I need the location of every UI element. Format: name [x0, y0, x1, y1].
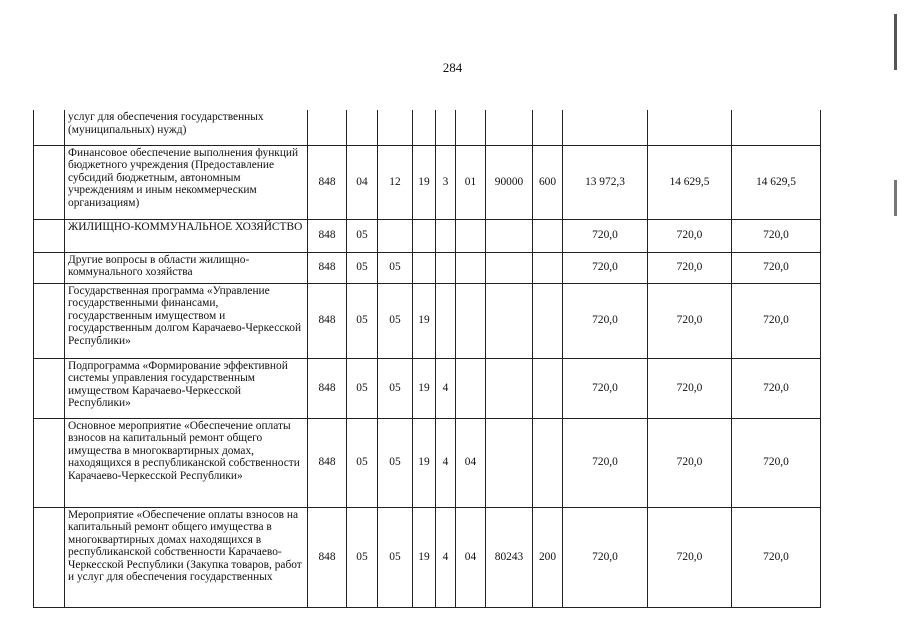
main-activity-code-cell [456, 110, 486, 145]
amount-year-2-cell: 720,0 [648, 283, 732, 358]
index-cell [34, 507, 65, 607]
direction-code-cell [486, 219, 533, 252]
expense-type-code-cell [533, 252, 563, 283]
program-code-cell [413, 219, 436, 252]
amount-year-2-cell: 720,0 [648, 219, 732, 252]
subsection-code-cell: 05 [378, 283, 413, 358]
section-code-cell: 05 [347, 283, 378, 358]
subsection-code-cell: 05 [378, 358, 413, 418]
section-code-cell: 04 [347, 145, 378, 219]
index-cell [34, 145, 65, 219]
subprogram-code-cell [436, 219, 456, 252]
item-name-cell: услуг для обеспечения государственных (муниципальных) нужд) [65, 110, 308, 145]
program-code-cell [413, 252, 436, 283]
index-cell [34, 110, 65, 145]
subprogram-code-cell: 3 [436, 145, 456, 219]
index-cell [34, 283, 65, 358]
direction-code-cell [486, 418, 533, 507]
subprogram-code-cell [436, 110, 456, 145]
index-cell [34, 358, 65, 418]
amount-year-1-cell: 720,0 [563, 219, 648, 252]
section-code-cell: 05 [347, 358, 378, 418]
amount-year-3-cell: 720,0 [732, 507, 821, 607]
amount-year-3-cell [732, 110, 821, 145]
subsection-code-cell: 12 [378, 145, 413, 219]
amount-year-2-cell: 720,0 [648, 507, 732, 607]
department-code-cell: 848 [308, 418, 347, 507]
department-code-cell [308, 110, 347, 145]
department-code-cell: 848 [308, 507, 347, 607]
subprogram-code-cell [436, 283, 456, 358]
page-number: 284 [442, 60, 463, 75]
item-name-cell: Мероприятие «Обеспечение оплаты взносов на капитальный ремонт общего имущества в многоквартирных домах находящихся в республиканской собственности Карачаево-Черкесской Республики (Закупка товаров, работ и услуг для обеспечения государственных [65, 507, 308, 607]
table-row [34, 110, 821, 145]
item-name-cell: Другие вопросы в области жилищно-коммунального хозяйства [65, 252, 308, 283]
table-row [34, 219, 821, 252]
subsection-code-cell [378, 219, 413, 252]
table-row [34, 507, 821, 607]
amount-year-2-cell [648, 110, 732, 145]
amount-year-1-cell: 720,0 [563, 418, 648, 507]
amount-year-1-cell [563, 110, 648, 145]
section-code-cell: 05 [347, 252, 378, 283]
direction-code-cell [486, 110, 533, 145]
direction-code-cell: 90000 [486, 145, 533, 219]
expense-type-code-cell [533, 219, 563, 252]
main-activity-code-cell: 04 [456, 507, 486, 607]
amount-year-3-cell: 14 629,5 [732, 145, 821, 219]
table-row [34, 283, 821, 358]
department-code-cell: 848 [308, 283, 347, 358]
amount-year-1-cell: 13 972,3 [563, 145, 648, 219]
amount-year-3-cell: 720,0 [732, 358, 821, 418]
main-activity-code-cell [456, 252, 486, 283]
table-row [34, 418, 821, 507]
main-activity-code-cell [456, 283, 486, 358]
amount-year-2-cell: 720,0 [648, 418, 732, 507]
subsection-code-cell [378, 110, 413, 145]
amount-year-2-cell: 720,0 [648, 252, 732, 283]
table-row [34, 252, 821, 283]
main-activity-code-cell [456, 358, 486, 418]
index-cell [34, 219, 65, 252]
main-activity-code-cell [456, 219, 486, 252]
expense-type-code-cell [533, 283, 563, 358]
direction-code-cell: 80243 [486, 507, 533, 607]
amount-year-2-cell: 14 629,5 [648, 145, 732, 219]
direction-code-cell [486, 283, 533, 358]
expense-type-code-cell [533, 358, 563, 418]
department-code-cell: 848 [308, 145, 347, 219]
amount-year-1-cell: 720,0 [563, 283, 648, 358]
item-name-cell: ЖИЛИЩНО-КОММУНАЛЬНОЕ ХОЗЯЙСТВО [65, 219, 308, 252]
index-cell [34, 252, 65, 283]
main-activity-code-cell: 01 [456, 145, 486, 219]
expense-type-code-cell [533, 110, 563, 145]
expense-type-code-cell [533, 418, 563, 507]
section-code-cell: 05 [347, 507, 378, 607]
program-code-cell: 19 [413, 418, 436, 507]
section-code-cell: 05 [347, 219, 378, 252]
subsection-code-cell: 05 [378, 507, 413, 607]
program-code-cell: 19 [413, 145, 436, 219]
amount-year-1-cell: 720,0 [563, 252, 648, 283]
expense-type-code-cell: 200 [533, 507, 563, 607]
item-name-cell: Подпрограмма «Формирование эффективной системы управления государственным имуществом Карачаево-Черкесской Республики» [65, 358, 308, 418]
subsection-code-cell: 05 [378, 418, 413, 507]
amount-year-1-cell: 720,0 [563, 358, 648, 418]
index-cell [34, 418, 65, 507]
department-code-cell: 848 [308, 358, 347, 418]
item-name-cell: Основное мероприятие «Обеспечение оплаты взносов на капитальный ремонт общего имущества в многоквартирных домах, находящихся в республиканской собственности Карачаево-Черкесской Республики» [65, 418, 308, 507]
budget-table [33, 110, 821, 608]
direction-code-cell [486, 252, 533, 283]
section-code-cell: 05 [347, 418, 378, 507]
subprogram-code-cell: 4 [436, 507, 456, 607]
amount-year-1-cell: 720,0 [563, 507, 648, 607]
amount-year-3-cell: 720,0 [732, 283, 821, 358]
program-code-cell: 19 [413, 358, 436, 418]
amount-year-3-cell: 720,0 [732, 252, 821, 283]
department-code-cell: 848 [308, 219, 347, 252]
subprogram-code-cell: 4 [436, 418, 456, 507]
page-edge-shadow [894, 180, 897, 216]
table-row [34, 145, 821, 219]
program-code-cell: 19 [413, 507, 436, 607]
program-code-cell: 19 [413, 283, 436, 358]
table-row [34, 358, 821, 418]
subprogram-code-cell: 4 [436, 358, 456, 418]
section-code-cell [347, 110, 378, 145]
department-code-cell: 848 [308, 252, 347, 283]
direction-code-cell [486, 358, 533, 418]
item-name-cell: Финансовое обеспечение выполнения функций бюджетного учреждения (Предоставление субсидий бюджетным, автономным учреждениям и иным некоммерческим организациям) [65, 145, 308, 219]
program-code-cell [413, 110, 436, 145]
subprogram-code-cell [436, 252, 456, 283]
item-name-cell: Государственная программа «Управление государственными финансами, государственным имуществом и государственным долгом Карачаево-Черкесской Республики» [65, 283, 308, 358]
subsection-code-cell: 05 [378, 252, 413, 283]
amount-year-3-cell: 720,0 [732, 418, 821, 507]
expense-type-code-cell: 600 [533, 145, 563, 219]
main-activity-code-cell: 04 [456, 418, 486, 507]
amount-year-2-cell: 720,0 [648, 358, 732, 418]
amount-year-3-cell: 720,0 [732, 219, 821, 252]
